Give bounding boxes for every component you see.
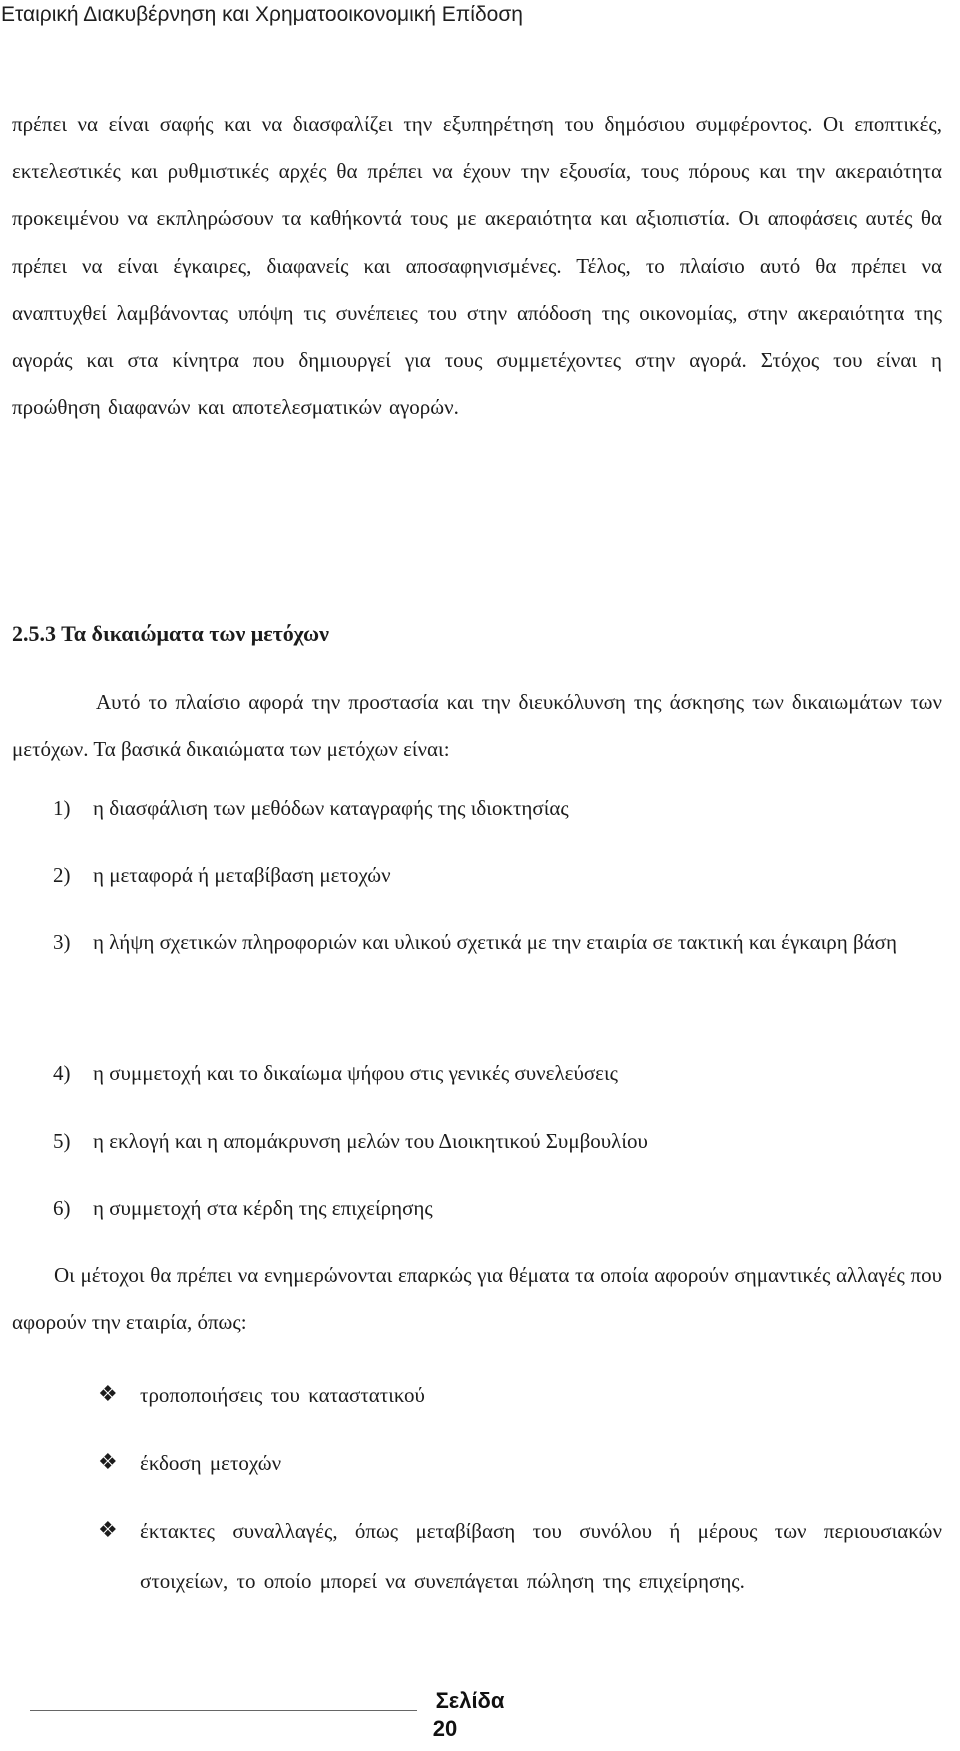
list-item-text: η συμμετοχή και το δικαίωμα ψήφου στις γενικές συνελεύσεις [93,1061,618,1085]
bullet-item-text: έκδοση μετοχών [140,1451,282,1475]
list-item-number: 2) [53,863,71,887]
diamond-bullet-icon: ❖ [98,1518,118,1543]
list-item-text: η συμμετοχή στα κέρδη της επιχείρησης [93,1196,433,1220]
list-item-number: 4) [53,1061,71,1085]
bullet-item-text: τροποποιήσεις του καταστατικού [140,1383,425,1407]
footer-divider [30,1710,417,1711]
diamond-bullet-icon: ❖ [98,1450,118,1475]
diamond-bullet-icon: ❖ [98,1382,118,1407]
running-header [0,0,960,36]
paragraph-shareholder-rights-intro: Αυτό το πλαίσιο αφορά την προστασία και την διευκόλυνση της άσκησης των δικαιωμάτων των μετόχων. Τα βασικά δικαιώματα των μετόχων είναι: [12,690,942,761]
list-item-text: η διασφάλιση των μεθόδων καταγραφής της ιδιοκτησίας [93,796,569,820]
list-item-text: η λήψη σχετικών πληροφοριών και υλικού σχετικά με την εταιρία σε τακτική και έγκαιρη βάση [93,930,897,954]
list-item-number: 6) [53,1196,71,1220]
page-label: Σελίδα [435,1688,505,1713]
list-item-text: η μεταφορά ή μεταβίβαση μετοχών [93,863,391,887]
list-item-number: 1) [53,796,71,820]
paragraph-shareholder-information: Οι μέτοχοι θα πρέπει να ενημερώνονται επαρκώς για θέματα τα οποία αφορούν σημαντικές αλλαγές που αφορούν την εταιρία, όπως: [12,1263,942,1334]
paragraph-regulatory-framework: πρέπει να είναι σαφής και να διασφαλίζει την εξυπηρέτηση του δημόσιου συμφέροντος. Οι εποπτικές, εκτελεστικές και ρυθμιστικές αρχές θα πρέπει να έχουν την εξουσία, τους πόρους και την ακεραιότητα προκειμένου να εκπληρώσουν τα καθήκοντά τους με ακεραιότητα και αξιοπιστία. Οι αποφάσεις αυτές θα πρέπει να είναι έγκαιρες, διαφανείς και αποσαφηνισμένες. Τέλος, το πλαίσιο αυτό θα πρέπει να αναπτυχθεί λαμβάνοντας υπόψη τις συνέπειες του στην απόδοση της οικονομίας, στην ακεραιότητα της αγοράς και στα κίνητρα που δημιουργεί για τους συμμετέχοντες στην αγορά. Στόχος του είναι η προώθηση διαφανών και αποτελεσματικών αγορών. [12,112,942,420]
page-number: 20 [432,1716,458,1741]
section-heading: 2.5.3 Τα δικαιώματα των μετόχων [12,621,329,646]
running-header-title: Εταιρική Διακυβέρνηση και Χρηματοοικονομική Επίδοση [1,3,523,26]
list-item-number: 3) [53,930,71,954]
list-item-number: 5) [53,1129,71,1153]
bullet-item-text: έκτακτες συναλλαγές, όπως μεταβίβαση του συνόλου ή μέρους των περιουσιακών στοιχείων, το οποίο μπορεί να συνεπάγεται πώληση της επιχείρησης. [140,1519,942,1593]
list-item-text: η εκλογή και η απομάκρυνση μελών του Διοικητικού Συμβουλίου [93,1129,648,1153]
